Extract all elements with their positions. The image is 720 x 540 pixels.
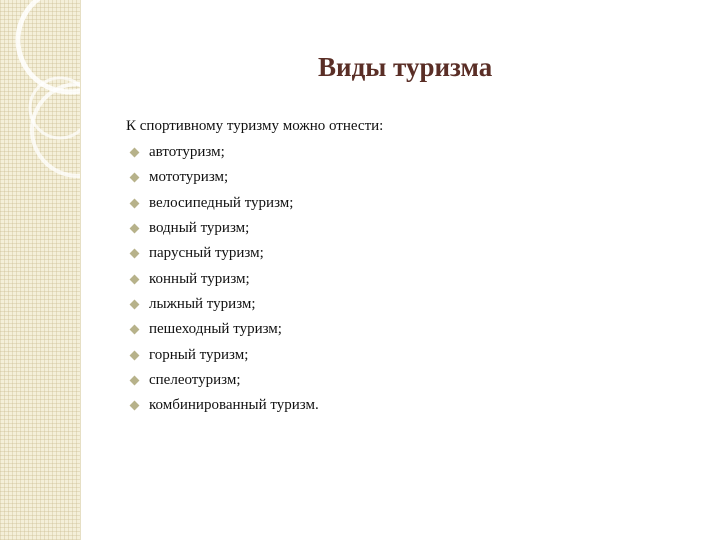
list-item-text: конный туризм; [149, 270, 250, 287]
tourism-types-list [131, 140, 319, 418]
list-item [131, 165, 319, 190]
list-item [131, 216, 319, 241]
list-item-text: водный туризм; [149, 220, 250, 237]
diamond-bullet-icon [130, 350, 140, 360]
list-item-text: пешеходный туризм; [149, 321, 282, 338]
list-item [131, 368, 319, 393]
list-item [131, 191, 319, 216]
list-item [131, 266, 319, 291]
list-item [131, 393, 319, 418]
diamond-bullet-icon [130, 224, 140, 234]
diamond-bullet-icon [130, 249, 140, 259]
deco-circle-1 [18, 0, 80, 92]
list-item-text: комбинированный туризм. [149, 397, 319, 414]
list-item [131, 241, 319, 266]
list-item-text: мототуризм; [149, 169, 229, 186]
decorative-circles [0, 0, 80, 540]
diamond-bullet-icon [130, 274, 140, 284]
list-item-text: велосипедный туризм; [149, 194, 294, 211]
diamond-bullet-icon [130, 375, 140, 385]
decorative-side-panel [0, 0, 81, 540]
list-item [131, 317, 319, 342]
diamond-bullet-icon [130, 299, 140, 309]
diamond-bullet-icon [130, 173, 140, 183]
list-item-text: парусный туризм; [149, 245, 264, 262]
list-item [131, 140, 319, 165]
list-item-text: горный туризм; [149, 346, 249, 363]
diamond-bullet-icon [130, 325, 140, 335]
list-item [131, 342, 319, 367]
list-item-text: спелеотуризм; [149, 371, 241, 388]
list-item-text: лыжный туризм; [149, 295, 256, 312]
slide-intro: К спортивному туризму можно отнести: [126, 118, 384, 134]
slide-title: Виды туризма [318, 52, 493, 82]
list-item-text: автотуризм; [149, 144, 225, 161]
diamond-bullet-icon [130, 198, 140, 208]
diamond-bullet-icon [130, 148, 140, 158]
list-item [131, 292, 319, 317]
diamond-bullet-icon [130, 401, 140, 411]
